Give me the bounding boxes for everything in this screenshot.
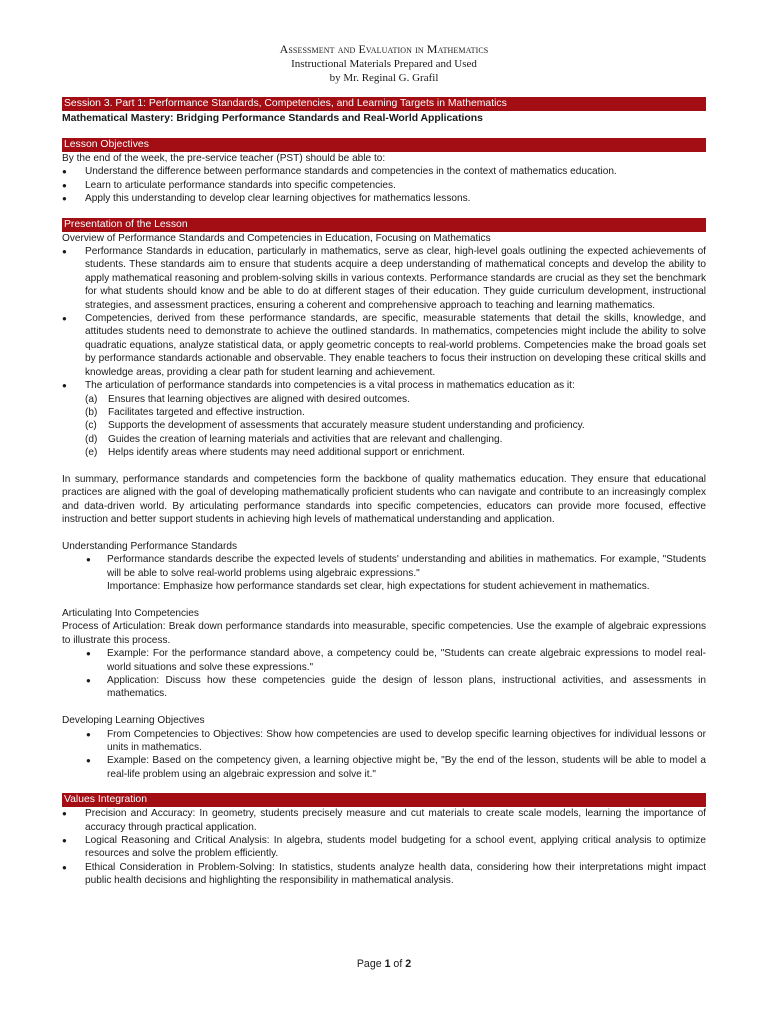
lettered-item (85, 393, 706, 406)
presentation-list (62, 245, 706, 392)
understanding-heading: Understanding Performance Standards (62, 540, 238, 552)
articulating-list (62, 647, 706, 701)
values-list (62, 807, 706, 887)
developing-heading: Developing Learning Objectives (62, 715, 205, 727)
lettered-item (85, 433, 706, 446)
item-marker: (e) (85, 447, 98, 459)
list-item: ● Logical Reasoning and Critical Analysis: In algebra, students model budgeting for a school event, applying critical analysis to optimize resources and solve the problem efficiently. (62, 834, 706, 861)
section-heading-presentation: Presentation of the Lesson (62, 218, 706, 232)
section-heading-objectives: Lesson Objectives (62, 138, 706, 152)
importance-text: Importance: Emphasize how performance standards set clear, high expectations for student achievement in mathematics. (107, 581, 650, 593)
item-marker: (c) (85, 420, 97, 432)
document-title: Assessment and Evaluation in Mathematics (279, 42, 489, 56)
of-word: of (393, 958, 403, 970)
page-total: 2 (405, 958, 412, 970)
list-item (62, 379, 706, 392)
summary-paragraph: In summary, performance standards and competencies form the backbone of quality mathematics education. They ensure that educational practices are aligned with the goal of developing mathematically proficient students who can navigate and contribute to an increasingly complex and data-driven world. By articulating performance standards into specific competencies, educators can provide more focused, effective instruction and better support students in achieving high levels of mathematical understanding and application. (62, 473, 706, 526)
item-text: Supports the development of assessments that accurately measure student understanding and proficiency. (108, 420, 585, 432)
articulation-process: Process of Articulation: Break down performance standards into measurable, specific competencies. Use the example of algebraic expressions to illustrate this process. (62, 621, 706, 646)
list-item-text: The articulation of performance standards into competencies is a vital process in mathematics education as it: (85, 380, 575, 392)
articulating-heading: Articulating Into Competencies (62, 607, 199, 619)
lettered-item (85, 419, 706, 432)
list-item (62, 553, 706, 593)
document-page (62, 38, 706, 888)
page-footer (0, 958, 768, 971)
item-text: Guides the creation of learning materials and activities that are relevant and challenging. (108, 433, 503, 445)
developing-list (62, 728, 706, 782)
item-marker: (a) (85, 393, 98, 405)
item-text: Facilitates targeted and effective instruction. (108, 406, 305, 418)
list-item: ● Learn to articulate performance standards into specific competencies. (62, 179, 706, 192)
document-author: by Mr. Reginal G. Grafil (329, 72, 439, 84)
objectives-list (62, 165, 706, 205)
articulation-benefits-list (62, 393, 706, 460)
lettered-item (85, 446, 706, 459)
session-subtitle: Mathematical Mastery: Bridging Performance Standards and Real-World Applications (62, 113, 483, 124)
list-item: ● Understand the difference between performance standards and competencies in the context of mathematics education. (62, 165, 706, 178)
list-item: ● Ethical Consideration in Problem-Solving: In statistics, students analyze health data, considering how their interpretations might impact public health decisions and highlighting the responsibility in mathematical analysis. (62, 861, 706, 888)
list-item: ● Application: Discuss how these competencies guide the design of lesson plans, instructional activities, and assessments in mathematics. (62, 674, 706, 701)
item-marker: (b) (85, 406, 98, 418)
list-item: ● From Competencies to Objectives: Show how competencies are used to develop specific learning objectives for individual lessons or units in mathematics. (62, 728, 706, 755)
document-header (62, 42, 706, 85)
understanding-list (62, 553, 706, 593)
list-item: ● Performance Standards in education, particularly in mathematics, serve as clear, high-level goals outlining the expected achievements of students. These standards aim to ensure that students acquire a deep understanding of mathematical concepts and develop the ability to apply mathematical reasoning and problem-solving skills in various contexts. Performance standards are crucial as they set the benchmark for what students should know and be able to do at different stages of their education. They guide curriculum development, instructional strategies, and assessment practices, ensuring a coherent and comprehensive approach to teaching and learning mathematics. (62, 245, 706, 312)
list-item: ● Example: Based on the competency given, a learning objective might be, "By the end of the lesson, students will be able to model a real-life problem using an algebraic expression and solve it." (62, 754, 706, 781)
list-item: ● Apply this understanding to develop clear learning objectives for mathematics lessons. (62, 192, 706, 205)
page-number: 1 (384, 958, 391, 970)
list-item: ● Competencies, derived from these performance standards, are specific, measurable statements that detail the skills, knowledge, and attitudes students need to demonstrate to achieve the outlined standards. In mathematics, competencies might include the ability to solve quadratic equations, analyze statistical data, or apply geometric concepts to real-world problems. Competencies make the broad goals set by performance standards actionable and observable. They enable teachers to focus their instruction on developing these critical skills and knowledge areas, providing a clear path for student learning and achievement. (62, 312, 706, 379)
section-heading-values: Values Integration (62, 793, 706, 807)
item-marker: (d) (85, 433, 98, 445)
document-subtitle: Instructional Materials Prepared and Used (291, 58, 477, 70)
item-text: Helps identify areas where students may need additional support or enrichment. (108, 447, 465, 459)
objectives-intro: By the end of the week, the pre-service teacher (PST) should be able to: (62, 153, 386, 164)
session-band: Session 3. Part 1: Performance Standards, Competencies, and Learning Targets in Mathematics (62, 97, 706, 111)
item-text: Ensures that learning objectives are aligned with desired outcomes. (108, 393, 410, 405)
presentation-intro: Overview of Performance Standards and Competencies in Education, Focusing on Mathematics (62, 232, 491, 244)
page-word: Page (356, 958, 382, 970)
list-item-text: ● Performance standards describe the expected levels of students' understanding and abilities in mathematics. For example, "Students will be able to solve real-world problems using algebraic expressions." (107, 554, 706, 579)
lettered-item (85, 406, 706, 419)
list-item: ● Precision and Accuracy: In geometry, students precisely measure and cut materials to create scale models, learning the importance of accuracy through practical application. (62, 807, 706, 834)
list-item: ● Example: For the performance standard above, a competency could be, "Students can create algebraic expressions to model real-world situations and solve these expressions." (62, 647, 706, 674)
